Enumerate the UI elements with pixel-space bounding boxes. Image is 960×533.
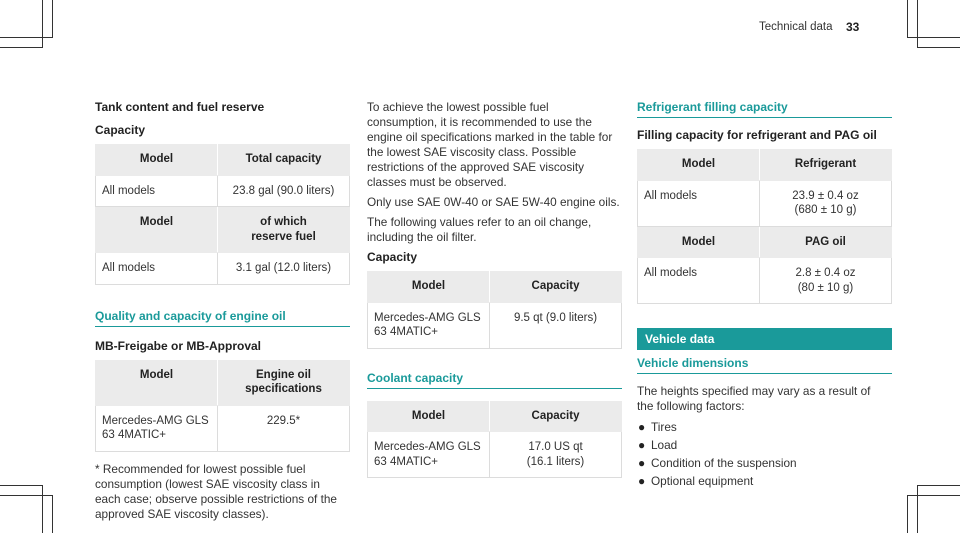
list-item	[637, 472, 907, 490]
table-header-cell: Model	[638, 226, 760, 258]
table-cell: All models	[638, 180, 760, 226]
column-left	[95, 100, 365, 522]
table-cell: 229.5*	[218, 405, 350, 451]
table-row	[368, 432, 622, 478]
coolant-capacity-table	[367, 401, 622, 479]
table-header-row	[96, 207, 350, 253]
crop-mark	[907, 37, 960, 38]
table-cell: All models	[638, 258, 760, 304]
table-header-cell: Model	[368, 401, 490, 432]
table-cell: All models	[96, 175, 218, 207]
bullet-icon: ●	[638, 420, 646, 434]
crop-mark	[917, 47, 960, 48]
table-cell: 3.1 gal (12.0 liters)	[218, 253, 350, 285]
list-item-text: Tires	[651, 420, 677, 434]
table-header-cell: Model	[368, 271, 490, 302]
table-cell: 17.0 US qt (16.1 liters)	[490, 432, 622, 478]
table-row	[638, 258, 892, 304]
list-item	[637, 418, 907, 436]
table-header-row	[368, 271, 622, 302]
crop-mark	[907, 495, 908, 533]
vehicle-data-banner: Vehicle data	[637, 328, 892, 350]
table-row	[96, 175, 350, 207]
factors-list	[637, 418, 907, 490]
table-header-cell: Model	[96, 144, 218, 175]
list-item-text: Optional equipment	[651, 474, 754, 488]
table-header-cell: Refrigerant	[760, 149, 892, 180]
list-item-text: Load	[651, 438, 678, 452]
table-header-cell: Total capacity	[218, 144, 350, 175]
crop-mark	[907, 495, 960, 496]
table-cell: Mercedes-AMG GLS 63 4MATIC+	[368, 432, 490, 478]
engine-oil-spec-table	[95, 360, 350, 452]
section-heading-refrigerant: Refrigerant filling capacity	[637, 100, 892, 118]
section-heading-coolant: Coolant capacity	[367, 371, 622, 389]
table-cell: 9.5 qt (9.0 liters)	[490, 302, 622, 348]
table-cell: Mercedes-AMG GLS 63 4MATIC+	[96, 405, 218, 451]
list-item	[637, 454, 907, 472]
refrigerant-table	[637, 149, 892, 304]
table-cell: All models	[96, 253, 218, 285]
section-heading-engine-oil: Quality and capacity of engine oil	[95, 309, 350, 327]
refrigerant-subtitle: Filling capacity for refrigerant and PAG oil	[637, 128, 877, 142]
crop-mark	[52, 495, 53, 533]
table-header-cell: Model	[96, 207, 218, 253]
crop-mark	[0, 495, 53, 496]
oil-capacity-table	[367, 271, 622, 349]
table-header-cell: Engine oil specifications	[218, 360, 350, 406]
oil-paragraph-1: To achieve the lowest possible fuel consumption, it is recommended to use the engine oil specifications marked in the table for the lowest SAE viscosity class. Possible restrictions of the approved SAE viscosity classes must be observed.	[367, 100, 613, 189]
dimensions-paragraph: The heights specified may vary as a result of the following factors:	[637, 384, 871, 413]
crop-mark	[52, 0, 53, 38]
bullet-icon: ●	[638, 456, 646, 470]
table-row	[638, 180, 892, 226]
table-header-cell: Model	[638, 149, 760, 180]
capacity-label: Capacity	[95, 123, 146, 137]
crop-mark	[917, 485, 918, 533]
crop-mark	[42, 485, 43, 533]
column-right	[637, 100, 907, 490]
running-header-title: Technical data	[759, 21, 833, 33]
capacity-label: Capacity	[367, 250, 418, 264]
table-row	[96, 253, 350, 285]
table-row	[368, 302, 622, 348]
table-header-row	[368, 401, 622, 432]
crop-mark	[907, 0, 908, 38]
table-header-cell: PAG oil	[760, 226, 892, 258]
bullet-icon: ●	[638, 474, 646, 488]
table-cell: 2.8 ± 0.4 oz (80 ± 10 g)	[760, 258, 892, 304]
tank-capacity-table	[95, 144, 350, 285]
column-middle	[367, 100, 637, 478]
oil-paragraph-3: The following values refer to an oil change, including the oil filter.	[367, 215, 592, 244]
crop-mark	[0, 47, 43, 48]
table-header-cell: Capacity	[490, 401, 622, 432]
crop-mark	[917, 485, 960, 486]
list-item	[637, 436, 907, 454]
crop-mark	[0, 37, 53, 38]
oil-paragraph-2: Only use SAE 0W-40 or SAE 5W-40 engine oils.	[367, 195, 620, 209]
table-header-row	[638, 149, 892, 180]
table-cell: 23.9 ± 0.4 oz (680 ± 10 g)	[760, 180, 892, 226]
table-header-row	[96, 144, 350, 175]
page-number: 33	[846, 20, 860, 34]
table-header-row	[96, 360, 350, 406]
table-cell: 23.8 gal (90.0 liters)	[218, 175, 350, 207]
crop-mark	[917, 0, 918, 48]
table-header-row	[638, 226, 892, 258]
table-header-cell: Model	[96, 360, 218, 406]
table-header-cell: Capacity	[490, 271, 622, 302]
crop-mark	[42, 0, 43, 48]
table-header-cell: of which reserve fuel	[218, 207, 350, 253]
table-row	[96, 405, 350, 451]
crop-mark	[0, 485, 43, 486]
table-cell: Mercedes-AMG GLS 63 4MATIC+	[368, 302, 490, 348]
footnote: * Recommended for lowest possible fuel consumption (lowest SAE viscosity class in each case; observe possible restrictions of the approved SAE viscosity classes).	[95, 461, 337, 521]
section-heading-dimensions: Vehicle dimensions	[637, 356, 892, 374]
list-item-text: Condition of the suspension	[651, 456, 797, 470]
oil-subtitle: MB-Freigabe or MB-Approval	[95, 338, 262, 353]
bullet-icon: ●	[638, 438, 646, 452]
tank-title: Tank content and fuel reserve	[95, 100, 265, 114]
